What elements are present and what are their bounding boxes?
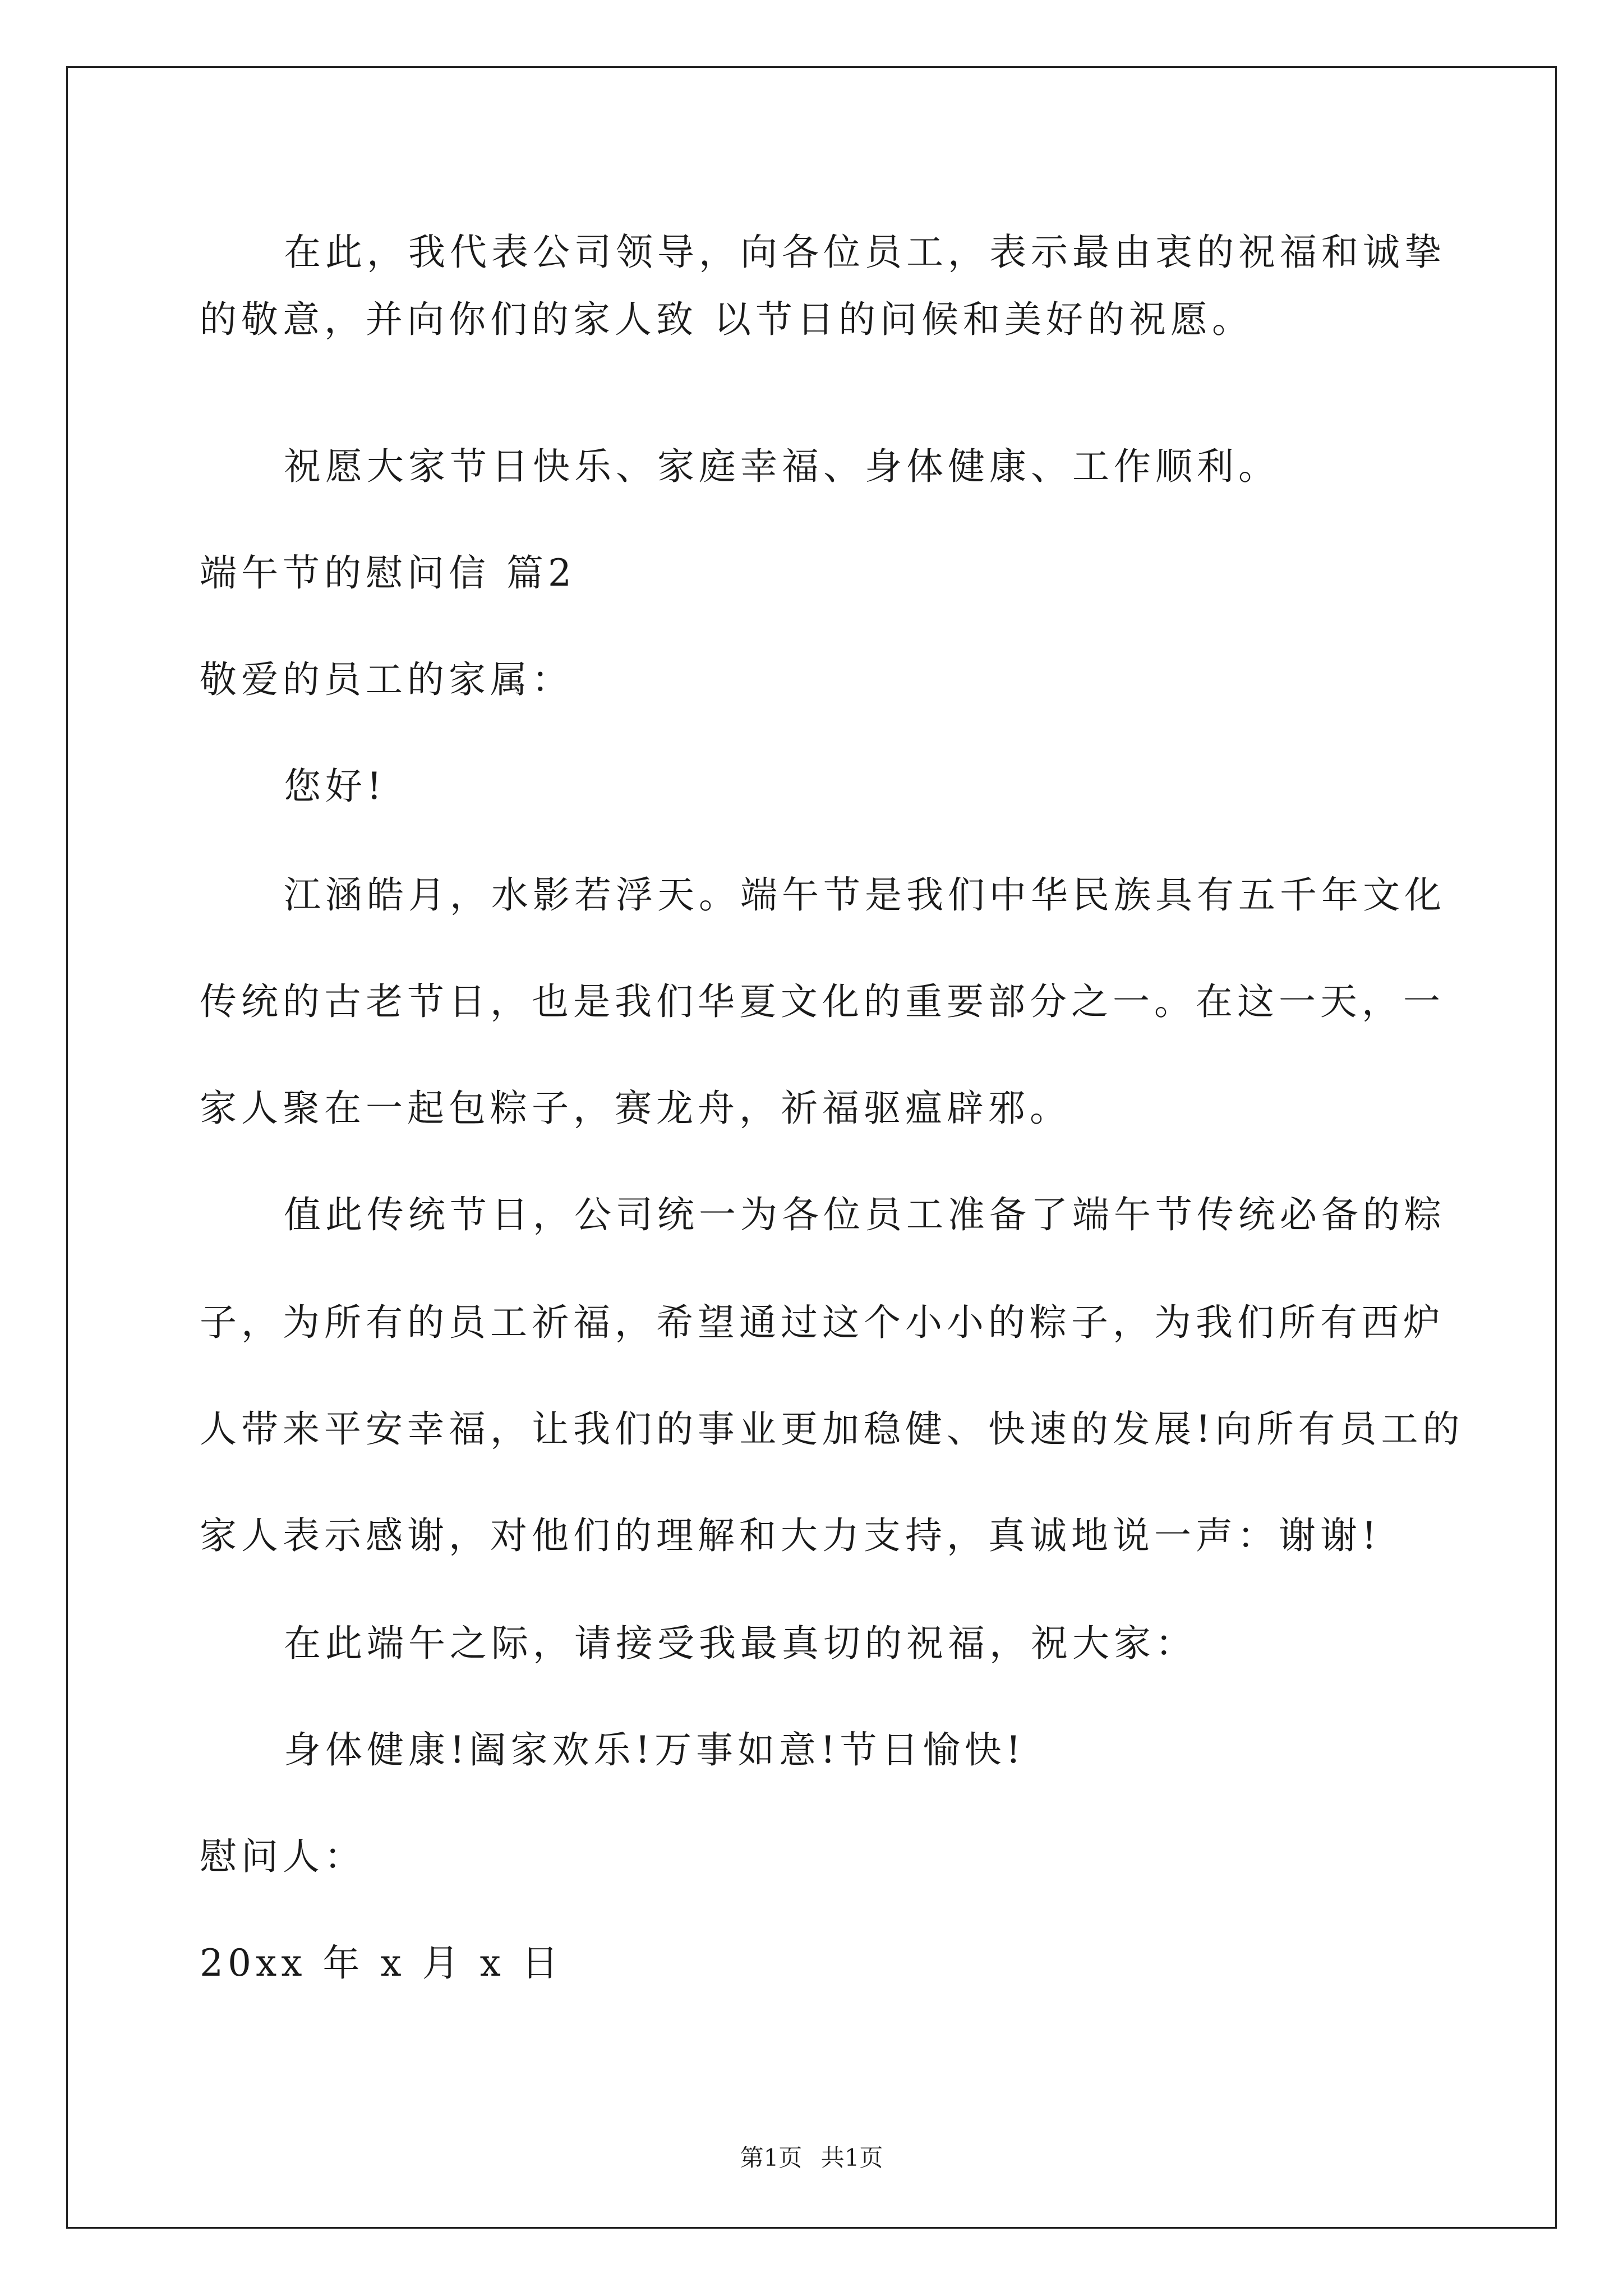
page-border	[66, 66, 1557, 2229]
section-heading: 端午节的慰问信 篇2	[200, 551, 576, 595]
page-footer	[0, 2144, 1623, 2172]
date-line: 20xx 年 x 月 x 日	[200, 1941, 563, 1985]
paragraph-line: 江涵皓月，水影若浮天。端午节是我们中华民族具有五千年文化	[284, 873, 1446, 917]
page-total: 共1页	[820, 2144, 883, 2171]
salutation: 敬爱的员工的家属：	[200, 658, 573, 701]
blessing-line: 身体健康!阖家欢乐!万事如意!节日愉快!	[284, 1728, 1026, 1772]
paragraph-line: 的敬意，并向你们的家人致 以节日的问候和美好的祝愿。	[200, 298, 1253, 341]
paragraph-line: 在此端午之际，请接受我最真切的祝福，祝大家：	[284, 1622, 1197, 1665]
paragraph-line: 祝愿大家节日快乐、家庭幸福、身体健康、工作顺利。	[284, 445, 1280, 488]
paragraph-line: 人带来平安幸福，让我们的事业更加稳健、快速的发展!向所有员工的	[200, 1407, 1464, 1451]
paragraph-line: 传统的古老节日，也是我们华夏文化的重要部分之一。在这一天，一	[200, 980, 1445, 1023]
paragraph-line: 子，为所有的员工祈福，希望通过这个小小的粽子，为我们所有西炉	[200, 1301, 1445, 1344]
paragraph-line: 值此传统节日，公司统一为各位员工准备了端午节传统必备的粽	[284, 1193, 1446, 1236]
paragraph-line: 家人聚在一起包粽子，赛龙舟，祈福驱瘟辟邪。	[200, 1087, 1071, 1130]
signature-label: 慰问人：	[200, 1835, 366, 1878]
page-number: 第1页	[740, 2144, 803, 2171]
paragraph-line: 在此，我代表公司领导，向各位员工，表示最由衷的祝福和诚挚	[284, 231, 1446, 274]
greeting: 您好!	[284, 765, 386, 808]
paragraph-line: 家人表示感谢，对他们的理解和大力支持，真诚地说一声：谢谢!	[200, 1514, 1381, 1557]
